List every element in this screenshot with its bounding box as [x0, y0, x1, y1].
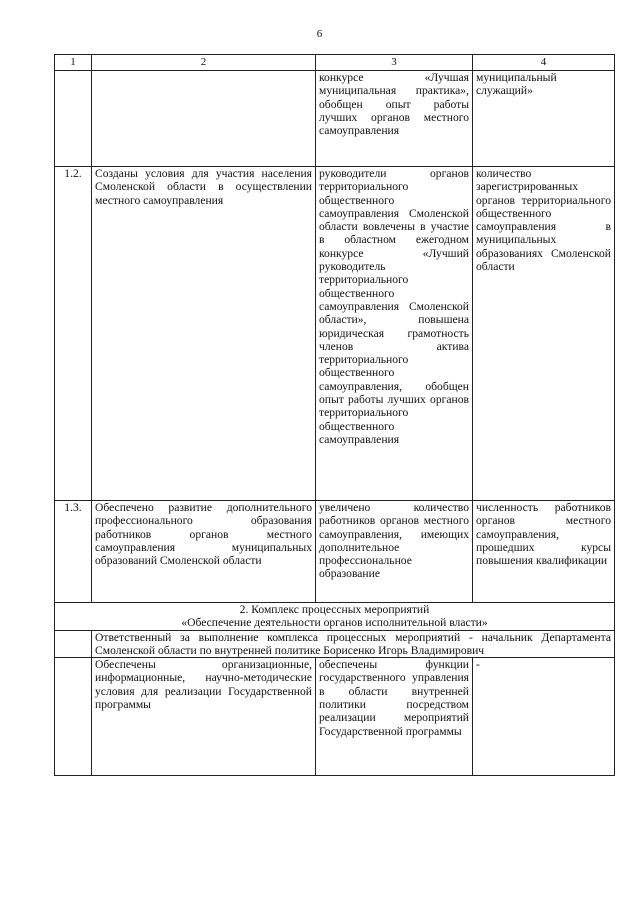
row-number: [55, 71, 92, 167]
table-row: [55, 167, 615, 501]
row-indicator: обеспечены функции государственного управления в области внутренней политики посредством реализации мероприятий Государственной программы: [316, 658, 473, 776]
row-result: Обеспечено развитие дополнительного профессионального образования работников органов местного самоуправления муниципальных образований Смоленской области: [92, 501, 316, 603]
row-measure: -: [473, 658, 615, 776]
row-number: 1.3.: [55, 501, 92, 603]
row-measure: количество зарегистрированных органов территориального общественного самоуправления в муниципальных образованиях Смоленской области: [473, 167, 615, 501]
header-col-1: 1: [55, 55, 92, 71]
responsible-text: Ответственный за выполнение комплекса процессных мероприятий - начальник Департамента Смоленской области по внутренней политике Борисенко Игорь Владимирович: [92, 630, 615, 658]
responsible-number-cell: [55, 630, 92, 658]
row-indicator: увеличено количество работников органов местного самоуправления, имеющих дополнительное профессиональное образование: [316, 501, 473, 603]
section-title-row: [55, 603, 615, 631]
section-title-line-1: 2. Комплекс процессных мероприятий: [239, 603, 430, 616]
row-number: 1.2.: [55, 167, 92, 501]
program-table: [54, 54, 615, 776]
row-result: [92, 71, 316, 167]
row-number: [55, 658, 92, 776]
page-number: 6: [316, 28, 323, 40]
table-row: [55, 71, 615, 167]
row-result: Обеспечены организационные, информационные, научно-методические условия для реализации Государственной программы: [92, 658, 316, 776]
header-col-3: 3: [316, 55, 473, 71]
table-row: [55, 501, 615, 603]
section-title: [55, 603, 615, 631]
table-row: [55, 658, 615, 776]
row-measure: муниципальный служащий»: [473, 71, 615, 167]
responsible-row: [55, 630, 615, 658]
row-indicator: конкурсе «Лучшая муниципальная практика», обобщен опыт работы лучших органов местного самоуправления: [316, 71, 473, 167]
header-col-4: 4: [473, 55, 615, 71]
table-header-row: [55, 55, 615, 71]
row-result: Созданы условия для участия населения Смоленской области в осуществлении местного самоуправления: [92, 167, 316, 501]
header-col-2: 2: [92, 55, 316, 71]
row-indicator: руководители органов территориального общественного самоуправления Смоленской области вовлечены в участие в областном ежегодном конкурсе «Лучший руководитель территориального общественного самоуправления Смоленской области», повышена юридическая грамотность членов актива территориального общественного самоуправления, обобщен опыт работы лучших органов территориального общественного самоуправления: [316, 167, 473, 501]
row-measure: численность работников органов местного самоуправления, прошедших курсы повышения квалификации: [473, 501, 615, 603]
section-title-line-2: «Обеспечение деятельности органов исполнительной власти»: [181, 616, 488, 630]
